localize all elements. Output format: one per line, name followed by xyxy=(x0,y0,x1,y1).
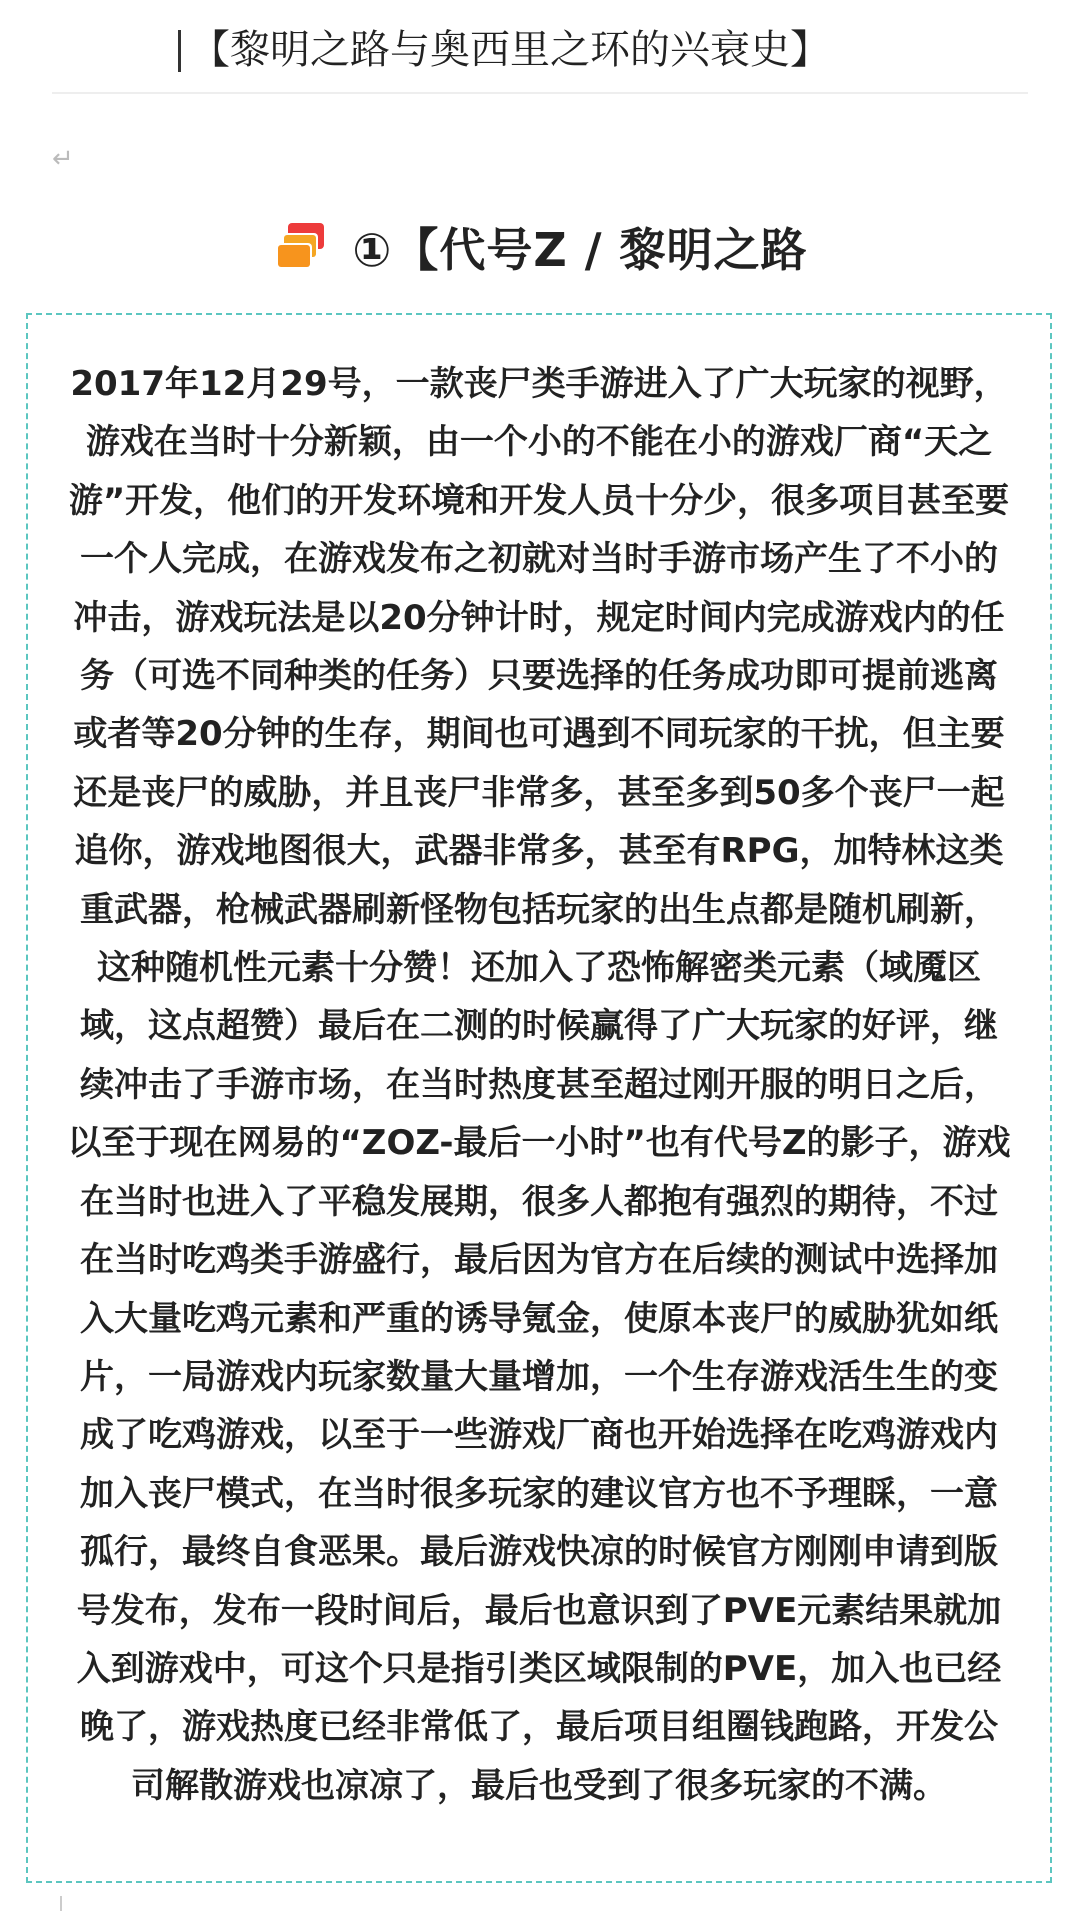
section-heading-text: ①【代号Z / 黎明之路 xyxy=(352,223,808,277)
document-title-row xyxy=(0,20,1080,80)
stacked-cards-icon xyxy=(272,219,328,275)
title-divider xyxy=(52,92,1028,94)
bottom-cursor-mark xyxy=(60,1896,62,1911)
section-heading xyxy=(0,212,1080,282)
paragraph-return-mark: ↵ xyxy=(52,144,74,174)
content-box xyxy=(26,313,1052,1883)
section-heading-inner xyxy=(272,212,807,282)
document-title: 【黎明之路与奥西里之环的兴衰史】 xyxy=(190,27,830,73)
title-cursor-bar xyxy=(178,30,181,72)
body-paragraph: 2017年12月29号，一款丧尸类手游进入了广大玩家的视野，游戏在当时十分新颖，由一个小的不能在小的游戏厂商“天之游”开发，他们的开发环境和开发人员十分少，很多项目甚至要一个人完成，在游戏发布之初就对当时手游市场产生了不小的冲击，游戏玩法是以20分钟计时，规定时间内完成游戏内的任务（可选不同种类的任务）只要选择的任务成功即可提前逃离或者等20分钟的生存，期间也可遇到不同玩家的干扰，但主要还是丧尸的威胁，并且丧尸非常多，甚至多到50多个丧尸一起追你，游戏地图很大，武器非常多，甚至有RPG，加特林这类重武器，枪械武器刷新怪物包括玩家的出生点都是随机刷新，这种随机性元素十分赞！还加入了恐怖解密类元素（域魇区域，这点超赞）最后在二测的时候赢得了广大玩家的好评，继续冲击了手游市场，在当时热度甚至超过刚开服的明日之后，以至于现在网易的“ZOZ-最后一小时”也有代号Z的影子，游戏在当时也进入了平稳发展期，很多人都抱有强烈的期待，不过在当时吃鸡类手游盛行，最后因为官方在后续的测试中选择加入大量吃鸡元素和严重的诱导氪金，使原本丧尸的威胁犹如纸片，一局游戏内玩家数量大量增加，一个生存游戏活生生的变成了吃鸡游戏，以至于一些游戏厂商也开始选择在吃鸡游戏内加入丧尸模式，在当时很多玩家的建议官方也不予理睬，一意孤行，最终自食恶果。最后游戏快凉的时候官方刚刚申请到版号发布，发布一段时间后，最后也意识到了PVE元素结果就加入到游戏中，可这个只是指引类区域限制的PVE，加入也已经晚了，游戏热度已经非常低了，最后项目组圈钱跑路，开发公司解散游戏也凉凉了，最后也受到了很多玩家的不满。 xyxy=(67,364,1011,1806)
